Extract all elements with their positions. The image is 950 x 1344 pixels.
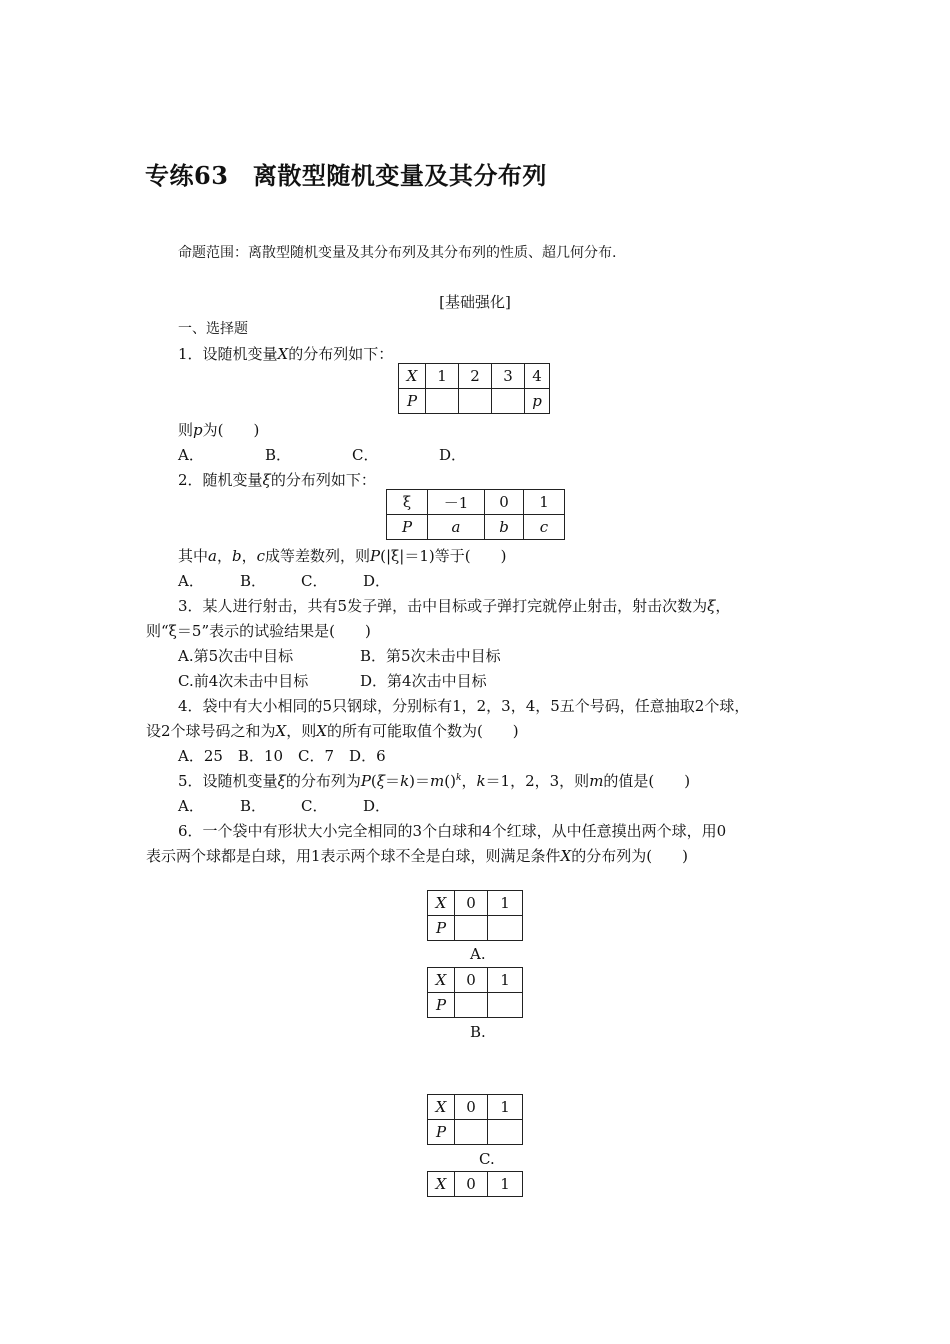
q2-cell: ξ [387, 490, 428, 515]
q2-cell: 1 [524, 490, 565, 515]
q6-line2-text: 表示两个球都是白球，用1表示两个球不全是白球，则满足条件 [146, 847, 561, 865]
q5-text: 的分布列为 [285, 772, 361, 790]
q6-cell [455, 916, 488, 941]
q5-var: k [476, 772, 486, 790]
q5-text: ＝ [385, 772, 401, 790]
q1-cell [459, 389, 492, 414]
q1-cell [399, 389, 426, 414]
q2-option-a: A． [178, 572, 204, 590]
q2-cond-var: b [231, 547, 242, 565]
q6-line2 [146, 845, 688, 866]
q3-line1 [178, 595, 730, 616]
q6-cell [488, 1120, 523, 1145]
q6-cell-text: X [435, 1098, 447, 1116]
q1-stem [178, 343, 393, 364]
section-basic: [基础强化] [439, 293, 511, 311]
q2-cond-var: a [208, 547, 217, 565]
q2-cell [428, 515, 485, 540]
q6-table-row-x [428, 968, 523, 993]
q4-line2 [146, 720, 519, 741]
q5-var: ξ [277, 772, 286, 790]
q6-cell [428, 891, 455, 916]
q2-cell [524, 515, 565, 540]
q6-cell-text: P [435, 996, 447, 1014]
q6-cell-text: P [435, 1123, 447, 1141]
scope-line [178, 242, 616, 262]
q6-cell: 1 [488, 891, 523, 916]
q6-cell: 1 [488, 1095, 523, 1120]
q1-ask-var: p [193, 421, 203, 439]
q1-cell [492, 389, 525, 414]
q5-var: m [589, 772, 604, 790]
q2-cell-text: b [499, 518, 509, 536]
q1-cell-text: P [406, 392, 418, 410]
q2-cell-text: c [539, 518, 549, 536]
q5-option-c: C． [301, 797, 328, 815]
q3-line1-end: ， [715, 597, 731, 615]
q6-cell [455, 993, 488, 1018]
q4-line2-var: X [275, 722, 287, 740]
q6-cell [428, 916, 455, 941]
q1-cell [525, 389, 550, 414]
q2-cond-text: ， [241, 547, 257, 565]
q5-var: P [360, 772, 371, 790]
q6-cell [428, 968, 455, 993]
q1-ask [178, 419, 259, 440]
q5-option-a: A． [178, 797, 204, 815]
q3-line1-var: ξ [707, 597, 716, 615]
q2-table-row-p [387, 515, 565, 540]
q6-cell [488, 993, 523, 1018]
q4-line2-text: 的所有可能取值个数为( ) [326, 722, 519, 740]
q4-line2-var: X [316, 722, 327, 740]
q1-ask-post: 为( ) [202, 421, 260, 439]
q3-option-d: D．第4次击中目标 [360, 672, 487, 690]
q3-line1-text: 3．某人进行射击，共有5发子弹，击中目标或子弹打完就停止射击，射击次数为 [178, 597, 708, 615]
q2-table [386, 489, 565, 540]
q6-table-row-x [428, 891, 523, 916]
q2-option-b: B． [240, 572, 267, 590]
q1-option-d: D． [439, 446, 467, 464]
q4-line2-text: 设2个球号码之和为 [146, 722, 276, 740]
q4-options: A．25 B．10 C．7 D．6 [178, 747, 386, 765]
q6-cell: 1 [488, 1172, 523, 1197]
q3-line2: 则“ξ＝5”表示的试验结果是( ) [146, 622, 371, 640]
q6-table-a [427, 890, 523, 941]
q6-cell-text: X [435, 894, 447, 912]
q1-cell-text: p [532, 392, 542, 410]
q5-text: 5．设随机变量 [178, 772, 278, 790]
q1-cell [399, 364, 426, 389]
q2-cell: 0 [485, 490, 524, 515]
q6-table-row-x [428, 1095, 523, 1120]
q6-cell [455, 1120, 488, 1145]
q5-option-d: D． [363, 797, 391, 815]
q2-cell: －1 [428, 490, 485, 515]
q1-cell-text: X [406, 367, 418, 385]
q6-table-d [427, 1171, 523, 1197]
q6-cell [488, 916, 523, 941]
part1-heading: 一、选择题 [178, 321, 248, 337]
q6-line2-text: 的分布列为( ) [571, 847, 688, 865]
q2-cell [387, 515, 428, 540]
q1-suffix: 的分布列如下： [288, 345, 394, 363]
q6-table-row-x [428, 1172, 523, 1197]
q1-table [398, 363, 550, 414]
page-title: 专练63 离散型随机变量及其分布列 [145, 161, 547, 190]
q5-var: m [430, 772, 445, 790]
q1-var: X [277, 345, 289, 363]
scope-text: 离散型随机变量及其分布列及其分布列的性质、超几何分布. [248, 245, 617, 261]
q2-cond-text: ， [216, 547, 232, 565]
q6-cell-text: X [435, 971, 447, 989]
q2-prefix: 2．随机变量 [178, 471, 263, 489]
q6-cell [428, 1120, 455, 1145]
q3-option-b: B．第5次未击中目标 [360, 647, 501, 665]
q1-option-a: A． [178, 446, 204, 464]
q2-var: ξ [262, 471, 271, 489]
q5-exponent-var: k [455, 773, 462, 783]
q6-label-c: C. [479, 1150, 495, 1168]
q1-cell [426, 389, 459, 414]
q5-var: ξ [376, 772, 386, 790]
q6-table-c [427, 1094, 523, 1145]
q2-option-c: C． [301, 572, 328, 590]
q2-cell-text: P [401, 518, 413, 536]
q2-cond-var: c [256, 547, 266, 565]
q6-cell: 0 [455, 1172, 488, 1197]
q6-table-row-p [428, 1120, 523, 1145]
q2-stem [178, 469, 376, 490]
q2-cond-text: (|ξ|＝1)等于( ) [380, 547, 507, 565]
q6-label-a: A. [470, 945, 486, 963]
q6-cell [428, 1095, 455, 1120]
q5-text: () [444, 772, 456, 790]
q1-option-b: B． [265, 446, 292, 464]
q6-line1: 6．一个袋中有形状大小完全相同的3个白球和4个红球，从中任意摸出两个球，用0 [178, 822, 727, 840]
q6-cell [428, 993, 455, 1018]
q2-cell-text: a [451, 518, 461, 536]
scope-label: 命题范围： [178, 245, 248, 261]
q2-suffix: 的分布列如下： [270, 471, 376, 489]
q3-option-c: C.前4次未击中目标 [178, 672, 309, 690]
q2-cond-text: 成等差数列，则 [265, 547, 371, 565]
q5-text: )＝ [409, 772, 431, 790]
q5-text: ( [370, 772, 377, 790]
q2-cell [485, 515, 524, 540]
q6-cell-text: P [435, 919, 447, 937]
q6-table-b [427, 967, 523, 1018]
q6-cell: 0 [455, 968, 488, 993]
q6-line2-var: X [560, 847, 572, 865]
q1-ask-pre: 则 [178, 421, 194, 439]
q6-table-row-p [428, 916, 523, 941]
q6-table-row-p [428, 993, 523, 1018]
q4-line1: 4．袋中有大小相同的5只钢球，分别标有1，2，3，4，5五个号码，任意抽取2个球， [178, 697, 750, 715]
q3-option-a: A.第5次击中目标 [178, 647, 294, 665]
q2-cond-var: P [370, 547, 381, 565]
q1-option-c: C． [352, 446, 379, 464]
q5-text: 的值是( ) [603, 772, 691, 790]
q6-label-b: B. [470, 1023, 486, 1041]
q6-cell-text: X [435, 1175, 447, 1193]
q6-cell: 1 [488, 968, 523, 993]
q2-cond-text: 其中 [178, 547, 209, 565]
q6-cell: 0 [455, 1095, 488, 1120]
q1-table-row-p [399, 389, 550, 414]
q1-cell: 3 [492, 364, 525, 389]
q1-cell: 2 [459, 364, 492, 389]
q5-var: k [400, 772, 410, 790]
q2-condition [178, 545, 506, 566]
q4-line2-text: ，则 [286, 722, 317, 740]
q5-stem [178, 770, 690, 791]
q1-prefix: 1．设随机变量 [178, 345, 278, 363]
q2-table-row-xi [387, 490, 565, 515]
q6-cell [428, 1172, 455, 1197]
q1-cell: 4 [525, 364, 550, 389]
q5-text: ＝1，2，3，则 [485, 772, 590, 790]
q5-text: ， [461, 772, 477, 790]
q6-cell: 0 [455, 891, 488, 916]
q5-option-b: B． [240, 797, 267, 815]
q2-option-d: D． [363, 572, 391, 590]
q1-table-row-x [399, 364, 550, 389]
q1-cell: 1 [426, 364, 459, 389]
